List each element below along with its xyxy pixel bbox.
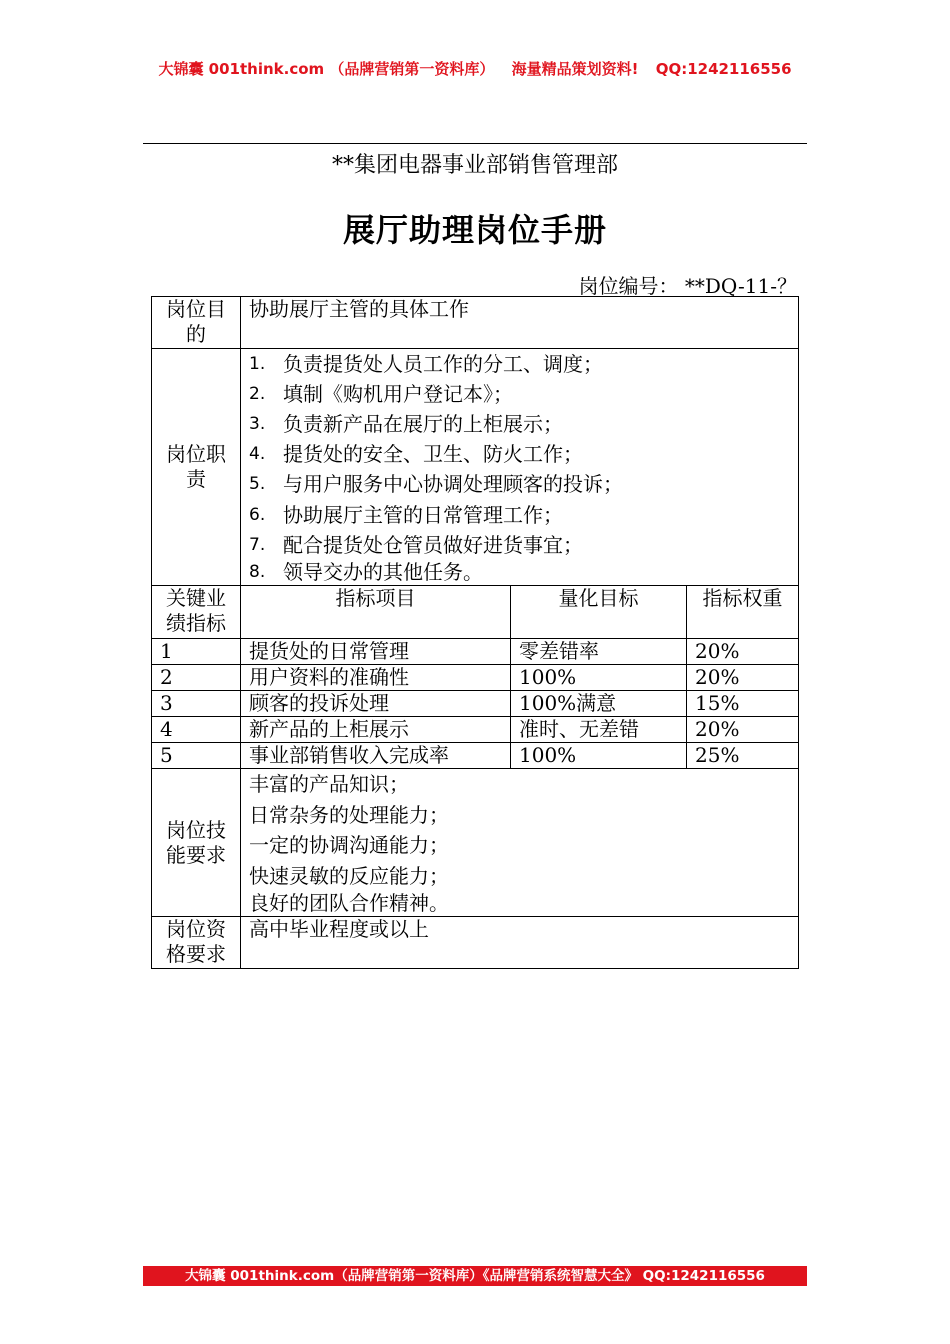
purpose-row xyxy=(152,297,799,349)
duty-text: 与用户服务中心协调处理顾客的投诉； xyxy=(283,472,623,497)
skills-list xyxy=(241,769,799,917)
purpose-label: 岗位目的 xyxy=(152,297,241,349)
kpi-target: 准时、无差错 xyxy=(511,717,687,743)
kpi-weight: 20% xyxy=(687,639,799,665)
duty-number: 1. xyxy=(249,353,266,374)
duties-list xyxy=(241,349,799,586)
duty-text: 填制《购机用户登记本》； xyxy=(283,381,513,406)
kpi-item: 提货处的日常管理 xyxy=(241,639,511,665)
kpi-item-header: 指标项目 xyxy=(241,586,511,639)
bottom-banner: 大锦囊 001think.com（品牌营销第一资料库）《品牌营销系统智慧大全》 QQ:1242116556 xyxy=(143,1266,807,1286)
page-title: 展厅助理岗位手册 xyxy=(342,211,607,249)
kpi-target: 零差错率 xyxy=(511,639,687,665)
kpi-weight: 20% xyxy=(687,665,799,691)
list-item xyxy=(249,349,790,379)
table-row xyxy=(152,717,799,743)
list-item xyxy=(249,470,790,500)
duty-number: 6. xyxy=(249,504,266,525)
qualification-row xyxy=(152,917,799,969)
kpi-no: 5 xyxy=(152,743,241,769)
qualification-text: 高中毕业程度或以上 xyxy=(241,917,799,969)
kpi-item: 用户资料的准确性 xyxy=(241,665,511,691)
duty-text: 提货处的安全、卫生、防火工作； xyxy=(283,442,583,467)
duty-number: 8. xyxy=(249,562,266,583)
table-row xyxy=(152,743,799,769)
duty-number: 5. xyxy=(249,474,266,495)
header-rule xyxy=(143,143,807,144)
list-item: 快速灵敏的反应能力； xyxy=(249,863,449,888)
duty-text: 配合提货处仓管员做好进货事宜； xyxy=(283,532,583,557)
kpi-no: 3 xyxy=(152,691,241,717)
list-item xyxy=(249,440,790,470)
duty-text: 领导交办的其他任务。 xyxy=(283,560,483,585)
kpi-no: 1 xyxy=(152,639,241,665)
kpi-target-header: 量化目标 xyxy=(511,586,687,639)
kpi-item: 顾客的投诉处理 xyxy=(241,691,511,717)
job-manual-table xyxy=(151,296,799,969)
top-banner-qq: QQ:1242116556 xyxy=(655,60,792,78)
list-item xyxy=(249,500,790,530)
kpi-weight-header: 指标权重 xyxy=(687,586,799,639)
duty-number: 4. xyxy=(249,444,266,465)
list-item: 日常杂务的处理能力； xyxy=(249,802,449,827)
kpi-no: 4 xyxy=(152,717,241,743)
duty-text: 负责新产品在展厅的上柜展示； xyxy=(283,411,563,436)
list-item xyxy=(249,409,790,439)
duties-label: 岗位职责 xyxy=(152,349,241,586)
list-item: 丰富的产品知识； xyxy=(249,772,409,797)
list-item xyxy=(249,530,790,560)
kpi-weight: 25% xyxy=(687,743,799,769)
top-banner-slogan: 海量精品策划资料! xyxy=(511,60,639,78)
skills-row xyxy=(152,769,799,917)
list-item: 一定的协调沟通能力； xyxy=(249,833,449,858)
kpi-header-row xyxy=(152,586,799,639)
table-row xyxy=(152,639,799,665)
top-banner xyxy=(0,58,950,79)
list-item xyxy=(249,379,790,409)
skills-label: 岗位技能要求 xyxy=(152,769,241,917)
kpi-item: 新产品的上柜展示 xyxy=(241,717,511,743)
department-name: **集团电器事业部销售管理部 xyxy=(331,153,618,178)
duty-text: 负责提货处人员工作的分工、调度； xyxy=(283,351,603,376)
duty-number: 2. xyxy=(249,383,266,404)
purpose-text: 协助展厅主管的具体工作 xyxy=(241,297,799,349)
table-row xyxy=(152,665,799,691)
list-item: 良好的团队合作精神。 xyxy=(249,891,449,916)
kpi-weight: 20% xyxy=(687,717,799,743)
table-row xyxy=(152,691,799,717)
kpi-item: 事业部销售收入完成率 xyxy=(241,743,511,769)
post-code: 岗位编号： **DQ-11-？ xyxy=(578,274,797,298)
list-item xyxy=(249,560,790,585)
kpi-target: 100% xyxy=(511,665,687,691)
kpi-no: 2 xyxy=(152,665,241,691)
kpi-target: 100%满意 xyxy=(511,691,687,717)
duty-number: 7. xyxy=(249,534,266,555)
duties-row xyxy=(152,349,799,586)
duty-number: 3. xyxy=(249,413,266,434)
kpi-weight: 15% xyxy=(687,691,799,717)
duty-text: 协助展厅主管的日常管理工作； xyxy=(283,502,563,527)
kpi-target: 100% xyxy=(511,743,687,769)
qualification-label: 岗位资格要求 xyxy=(152,917,241,969)
top-banner-site: 大锦囊 001think.com （品牌营销第一资料库） xyxy=(158,60,495,78)
kpi-label: 关键业绩指标 xyxy=(152,586,241,639)
